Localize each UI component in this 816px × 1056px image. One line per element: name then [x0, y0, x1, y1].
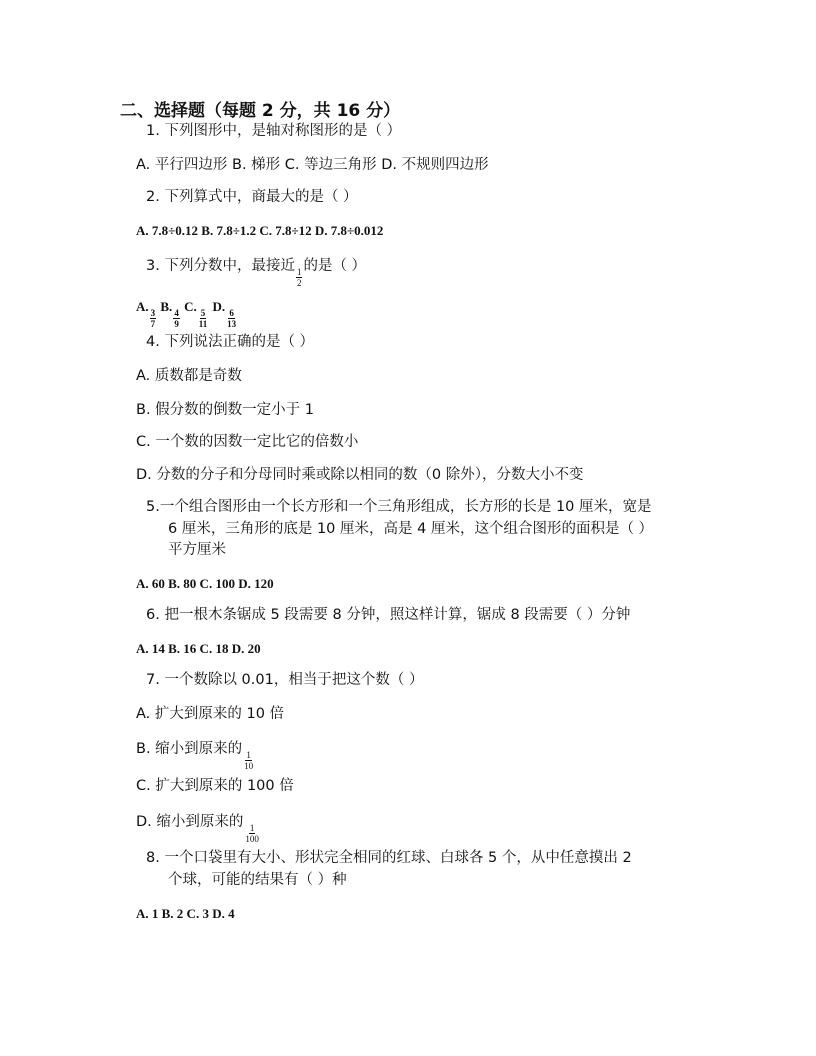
fraction-numerator: 1: [249, 822, 255, 833]
question-7-stem: 7. 一个数除以 0.01，相当于把这个数（ ）: [146, 672, 424, 688]
question-7-option-a: A. 扩大到原来的 10 倍: [136, 706, 285, 722]
question-1-stem: 1. 下列图形中，是轴对称图形的是（ ）: [146, 123, 402, 139]
fraction-numerator: 6: [229, 307, 234, 318]
fraction-denominator: 2: [296, 277, 302, 288]
question-2-options: A. 7.8÷0.12 B. 7.8÷1.2 C. 7.8÷12 D. 7.8÷0.012: [136, 223, 384, 238]
question-5-stem-line-2: 6 厘米，三角形的底是 10 厘米，高是 4 厘米，这个组合图形的面积是（ ）: [168, 521, 654, 537]
fraction: [244, 823, 260, 844]
fraction: [296, 267, 303, 288]
question-7-option-b: [136, 739, 255, 771]
question-3-options: [136, 297, 238, 329]
fraction: [173, 308, 180, 329]
option-text: B. 缩小到原来的: [136, 741, 243, 757]
fraction-denominator: 100: [245, 833, 259, 844]
option-label: D.: [212, 299, 226, 314]
fraction: [150, 308, 157, 329]
fraction-denominator: 9: [174, 318, 179, 329]
question-7-option-c: C. 扩大到原来的 100 倍: [136, 778, 294, 794]
question-4-option-c: C. 一个数的因数一定比它的倍数小: [136, 434, 359, 450]
question-3-stem-prefix: 3. 下列分数中，最接近: [146, 258, 295, 274]
question-4-option-a: A. 质数都是奇数: [136, 368, 242, 384]
question-6-stem: 6. 把一根木条锯成 5 段需要 8 分钟，照这样计算，锯成 8 段需要（ ）分钟: [146, 607, 631, 623]
question-2-stem: 2. 下列算式中，商最大的是（ ）: [146, 189, 358, 205]
option-label: C.: [184, 299, 197, 314]
question-5-stem-line-3: 平方厘米: [168, 542, 226, 558]
fraction-denominator: 11: [198, 318, 208, 329]
fraction-denominator: 13: [227, 318, 237, 329]
question-3-stem-suffix: 的是（ ）: [303, 258, 367, 274]
fraction-denominator: 7: [150, 318, 156, 329]
section-title: 二、选择题（每题 2 分，共 16 分）: [120, 101, 401, 121]
fraction-denominator: 10: [244, 760, 254, 771]
fraction-numerator: 1: [246, 749, 251, 760]
fraction-numerator: 1: [296, 266, 302, 277]
question-1-options: A. 平行四边形 B. 梯形 C. 等边三角形 D. 不规则四边形: [136, 157, 489, 173]
question-8-stem-line-2: 个球，可能的结果有（ ）种: [168, 872, 347, 888]
question-5-stem-line-1: 5.一个组合图形由一个长方形和一个三角形组成，长方形的长是 10 厘米，宽是: [146, 499, 652, 515]
question-4-stem: 4. 下列说法正确的是（ ）: [146, 334, 315, 350]
option-label: B.: [160, 299, 173, 314]
question-8-options: A. 1 B. 2 C. 3 D. 4: [136, 906, 235, 921]
question-4-option-b: B. 假分数的倒数一定小于 1: [136, 402, 314, 418]
question-6-options: A. 14 B. 16 C. 18 D. 20: [136, 641, 261, 656]
question-3-stem: [146, 256, 366, 288]
fraction-numerator: 4: [174, 307, 179, 318]
option-text: D. 缩小到原来的: [136, 814, 244, 830]
fraction: [226, 308, 237, 329]
fraction: [198, 308, 209, 329]
fraction-numerator: 3: [150, 307, 156, 318]
question-7-option-d: [136, 812, 261, 844]
option-label: A.: [136, 299, 149, 314]
question-5-options: A. 60 B. 80 C. 100 D. 120: [136, 576, 274, 591]
fraction-numerator: 5: [200, 307, 206, 318]
fraction: [243, 750, 254, 771]
question-4-option-d: D. 分数的分子和分母同时乘或除以相同的数（0 除外），分数大小不变: [136, 467, 584, 483]
question-8-stem-line-1: 8. 一个口袋里有大小、形状完全相同的红球、白球各 5 个，从中任意摸出 2: [146, 850, 632, 866]
